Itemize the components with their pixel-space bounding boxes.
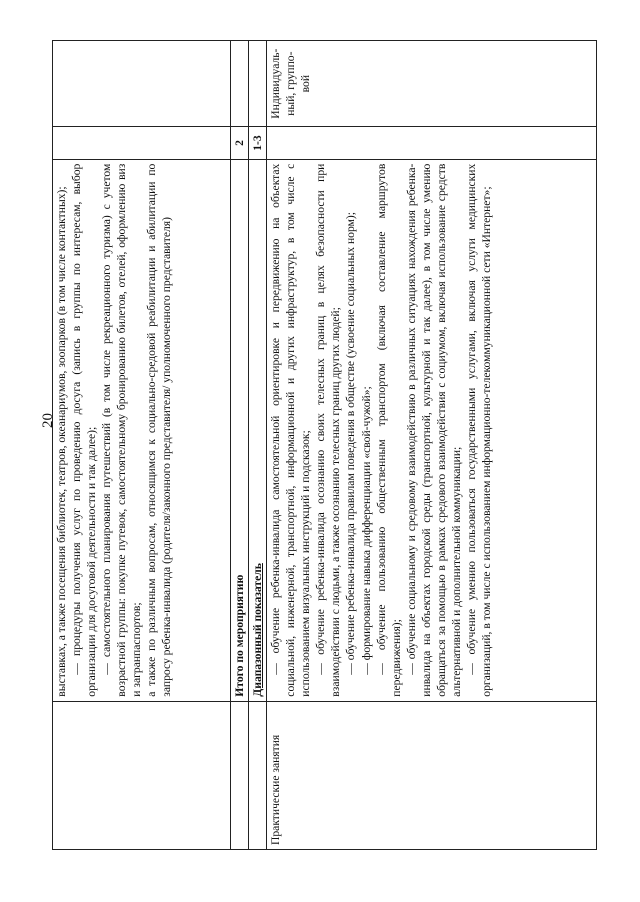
list-item: а также по различным вопросам, относящимся к социально-средовой реабилитации и абилитации по запросу ребенка-инвалида (родителя/законного представителя/ уполномоченного представителя) <box>145 163 174 697</box>
list-item: — формирование навыка дифференциации «свой-чужой»; <box>359 386 373 675</box>
table-cell-practical-text <box>267 159 597 701</box>
table-cell-empty <box>249 41 267 127</box>
list-item: — обучение ребенка-инвалида правилам поведения в обществе (усвоение социальных норм); <box>344 211 358 675</box>
list-item: — обучение пользованию общественным транспортом (включая составление маршрутов передвижения); <box>374 163 403 697</box>
table-row-range <box>249 41 267 850</box>
list-item: — самостоятельного планирования путешествий (в том числе рекреационного туризма) с учетом возрастной группы: покупке путевок, самостоятельному бронированию билетов, отелей, оформлению виз и загранпаспортов; <box>100 163 144 697</box>
format-cell: Индивидуаль-ный, группо-вой <box>267 41 597 127</box>
table-cell-empty <box>231 701 249 849</box>
range-label: Диапазонный показатель <box>249 159 267 701</box>
page-number: 20 <box>40 413 56 428</box>
table-cell-empty <box>53 701 231 849</box>
table-cell-empty <box>53 127 231 159</box>
table-cell-empty <box>231 41 249 127</box>
table-cell-empty <box>53 41 231 127</box>
table-cell-empty <box>267 127 597 159</box>
rotated-page <box>52 40 597 850</box>
program-table <box>52 40 597 850</box>
list-item: выставках, а также посещения библиотек, театров, океанариумов, зоопарков (в том числе контактных); <box>55 186 68 697</box>
range-value: 1-3 <box>249 127 267 159</box>
list-item: — процедуры получения услуг по проведению досуга (запись в группы по интересам, выбор организации для досуговой деятельности и так далее); <box>70 163 99 697</box>
table-cell-empty <box>249 701 267 849</box>
row-label: Практические занятия <box>267 701 597 849</box>
table-row-continuation <box>53 41 231 850</box>
list-item: — обучение ребенка-инвалида самостоятельной ориентировке и передвижению на объектах социальной, инженерной, транспортной, информационной и других инфраструктур, в том числе с использованием визуальных инструкций и подсказок; <box>269 163 313 697</box>
table-cell-continued-text <box>53 159 231 701</box>
table-row-practical <box>267 41 597 850</box>
total-value: 2 <box>231 127 249 159</box>
list-item: — обучение социальному и средовому взаимодействию в различных ситуациях нахождения ребенка-инвалида на объектах городской среды (транспортной, культурной и так далее), в том числе умению обращаться за помощью в рамках средового взаимодействия с социумом, включая использование средств альтернативной и дополнительной коммуникации; <box>404 163 463 697</box>
table-row-total <box>231 41 249 850</box>
total-label: Итого по мероприятию <box>231 159 249 701</box>
list-item: — обучение ребенка-инвалида осознанию своих телесных границ в целях безопасности при взаимодействии с людьми, а также осознанию телесных границ других людей; <box>314 163 343 697</box>
list-item: — обучение умению пользоваться государственными услугами, включая услуги медицинских организаций, в том числе с использованием информационно-телекоммуникационной сети «Интернет»; <box>464 163 493 697</box>
